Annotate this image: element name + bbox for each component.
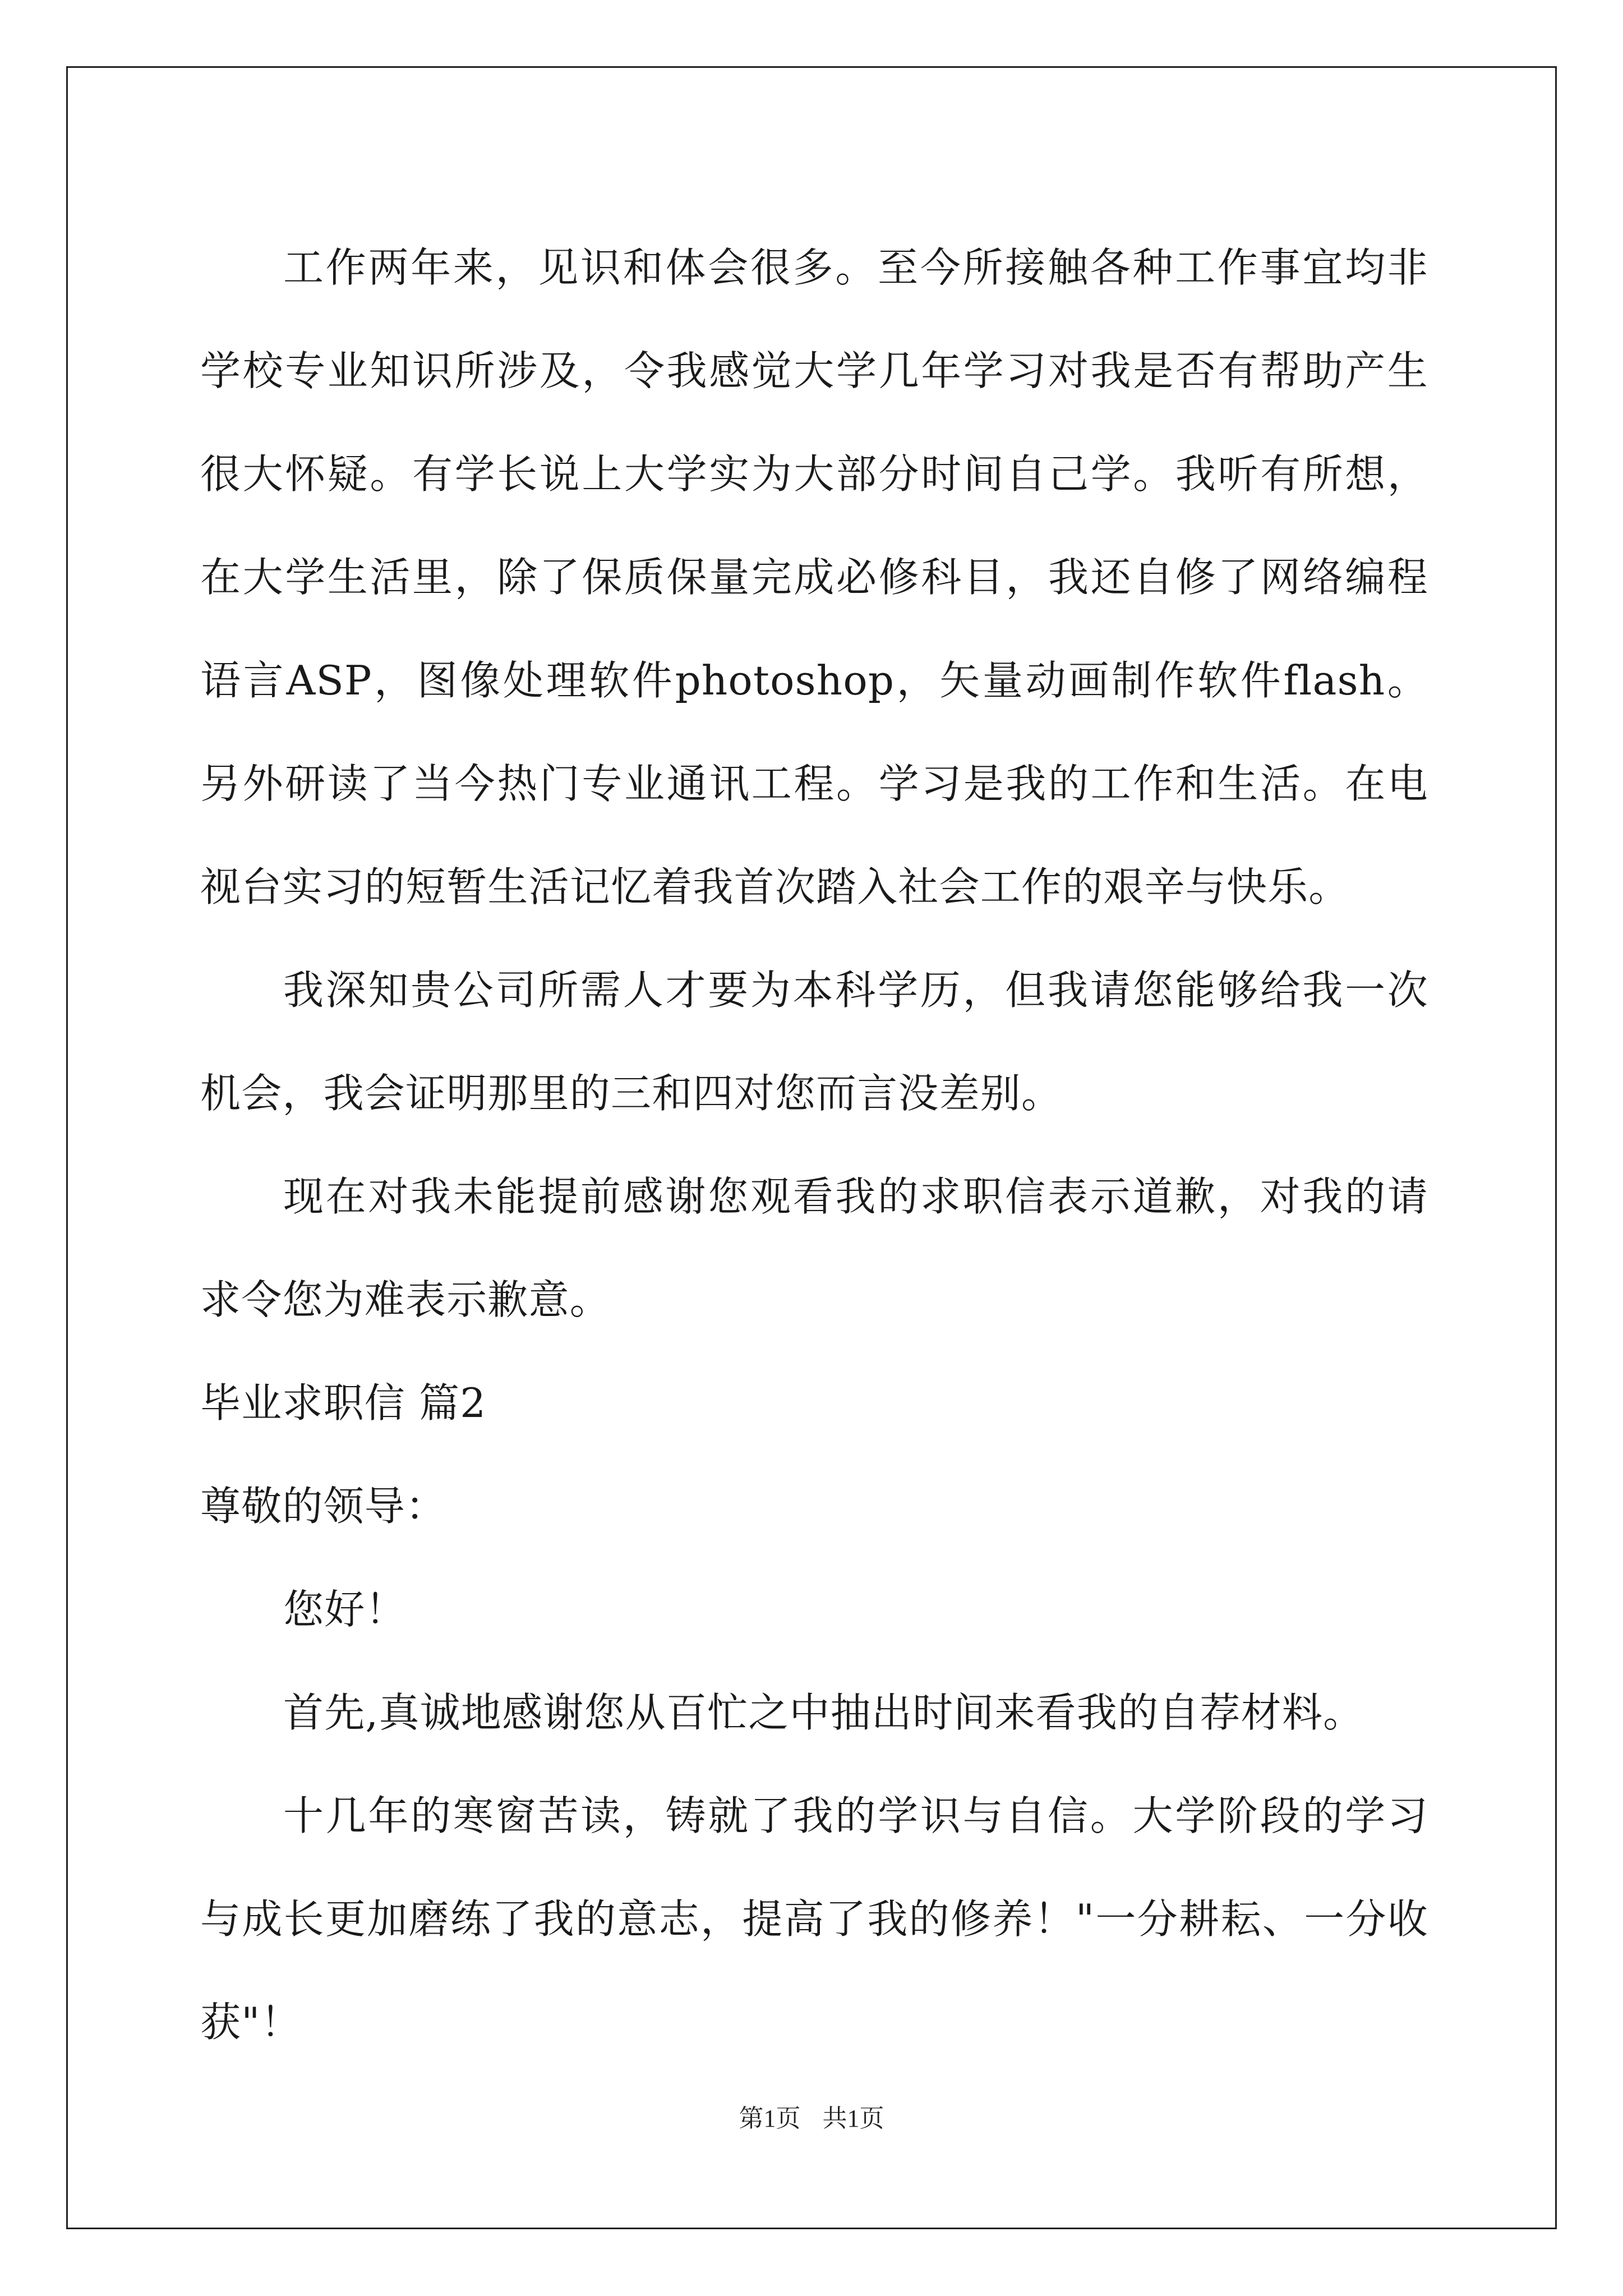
section-heading: 毕业求职信 篇2 [200, 1379, 487, 1427]
paragraph-apology: 现在对我未能提前感谢您观看我的求职信表示道歉，对我的请求令您为难表示歉意。 [200, 1173, 1428, 1323]
paragraph-thanks: 首先,真诚地感谢您从百忙之中抽出时间来看我的自荐材料。 [283, 1689, 1364, 1736]
document-body [200, 216, 1428, 2074]
paragraph-work-experience: 工作两年来，见识和体会很多。至今所接触各种工作事宜均非学校专业知识所涉及，令我感觉大学几年学习对我是否有帮助产生很大怀疑。有学长说上大学实为大部分时间自己学。我听有所想，在大学生活里，除了保质保量完成必修科目，我还自修了网络编程语言ASP，图像处理软件photoshop，矢量动画制作软件flash。另外研读了当今热门专业通讯工程。学习是我的工作和生活。在电视台实习的短暂生活记忆着我首次踏入社会工作的艰辛与快乐。 [200, 244, 1428, 910]
greeting: 您好！ [283, 1586, 407, 1633]
salutation: 尊敬的领导： [200, 1483, 447, 1530]
paragraph-request-chance: 我深知贵公司所需人才要为本科学历，但我请您能够给我一次机会，我会证明那里的三和四对您而言没差别。 [200, 967, 1428, 1117]
page-number: 第1页 [739, 2105, 801, 2132]
page-total: 共1页 [822, 2105, 884, 2132]
page-footer [0, 2098, 1623, 2134]
paragraph-study-years: 十几年的寒窗苦读，铸就了我的学识与自信。大学阶段的学习与成长更加磨练了我的意志，提高了我的修养！"一分耕耘、一分收获"！ [200, 1792, 1428, 2046]
